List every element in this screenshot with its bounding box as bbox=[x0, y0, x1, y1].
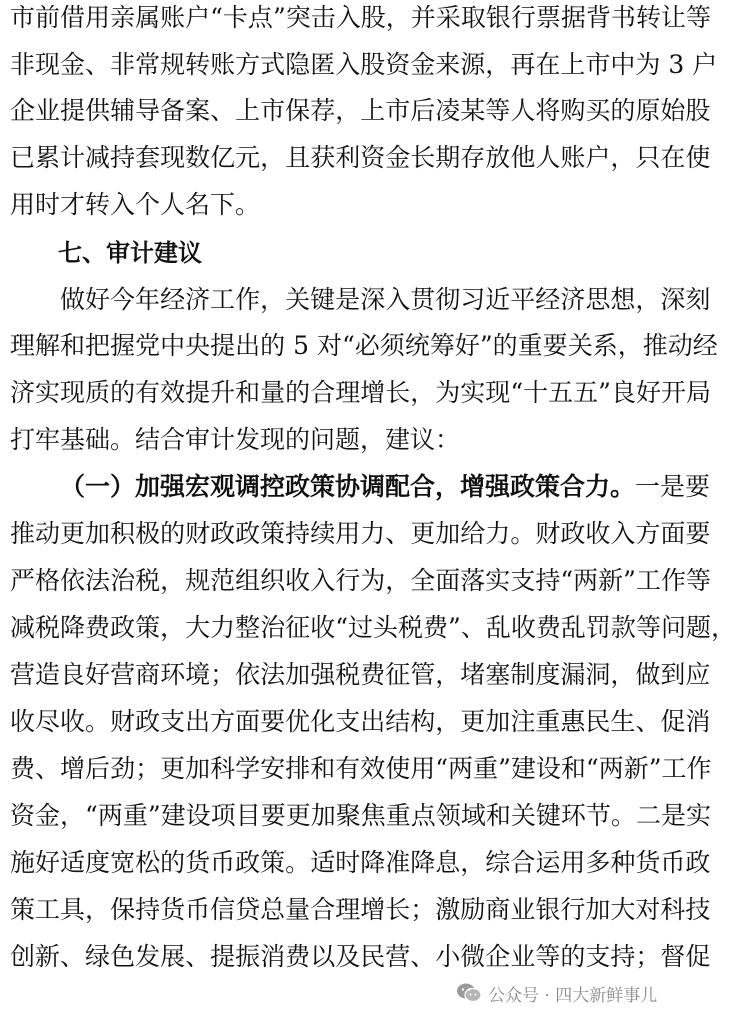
text-line: 收 尽 收 。 财 政 支 出 方 面 要 优 化 支 出 结 构 ， 更 加 注 重 惠 民 生 、 促 消 bbox=[10, 707, 711, 736]
text-line: 打牢基础。结合审计发现的问题，建议： bbox=[10, 425, 461, 454]
text-line: 非 现 金 、 非 常 规 转 账 方 式 隐 匿 入 股 资 金 来 源 ， 再 在 上 市 中 为 3 户 bbox=[10, 50, 718, 79]
section-heading: 七、审计建议 bbox=[58, 239, 202, 267]
text-line: 严 格 依 法 治 税 ， 规 范 组 织 收 入 行 为 ， 全 面 落 实 支 持 “ 两 新 ” 工 作 等 bbox=[10, 566, 711, 595]
text-line: 理 解 和 把 握 党 中 央 提 出 的 5 对 “ 必 须 统 筹 好 ” 的 重 要 关 系 ， 推 动 经 bbox=[10, 331, 718, 360]
text-line: 策 工 具 ， 保 持 货 币 信 贷 总 量 合 理 增 长 ； 激 励 商 业 银 行 加 大 对 科 技 bbox=[10, 895, 711, 924]
text-line: 市 前 借 用 亲 属 账 户 “ 卡 点 ” 突 击 入 股 ， 并 采 取 银 行 票 据 背 书 转 让 等 bbox=[10, 3, 711, 32]
text-line: 施 好 适 度 宽 松 的 货 币 政 策 。 适 时 降 准 降 息 ， 综 合 运 用 多 种 货 币 政 bbox=[10, 848, 711, 877]
text-line: 用时才转入个人名下。 bbox=[10, 190, 261, 219]
subsection-first-line bbox=[60, 472, 711, 502]
text-line: 企 业 提 供 辅 导 备 案 、 上 市 保 荐 ， 上 市 后 凌 某 等 人 将 购 买 的 原 始 股 bbox=[10, 96, 711, 125]
text-line: 营 造 良 好 营 商 环 境 ； 依 法 加 强 税 费 征 管 ， 堵 塞 制 度 漏 洞 ， 做 到 应 bbox=[10, 660, 711, 689]
text-line: 推 动 更 加 积 极 的 财 政 政 策 持 续 用 力 、 更 加 给 力 。 财 政 收 入 方 面 要 bbox=[10, 519, 711, 548]
text-line: 做 好 今 年 经 济 工 作 ， 关 键 是 深 入 贯 彻 习 近 平 经 济 思 想 ， 深 刻 bbox=[60, 285, 711, 314]
text-line: 减 税 降 费 政 策 ， 大 力 整 治 征 收 “ 过 头 税 费 ” 、 乱 收 费 乱 罚 款 等 问 题 ， bbox=[10, 613, 736, 642]
wechat-icon bbox=[456, 982, 482, 1004]
text-line: 资 金 ， “ 两 重 ” 建 设 项 目 要 更 加 聚 焦 重 点 领 域 和 关 键 环 节 。 二 是 实 bbox=[10, 801, 711, 830]
watermark-text: 公众号 · 四大新鲜事儿 bbox=[488, 985, 658, 1006]
text-line: 已 累 计 减 持 套 现 数 亿 元 ， 且 获 利 资 金 长 期 存 放 他 人 账 户 ， 只 在 使 bbox=[10, 143, 711, 172]
text-line: 费 、 增 后 劲 ； 更 加 科 学 安 排 和 有 效 使 用 “ 两 重 ” 建 设 和 “ 两 新 ” 工 作 bbox=[10, 754, 712, 783]
text-line: 济 实 现 质 的 有 效 提 升 和 量 的 合 理 增 长 ， 为 实 现 “ 十 五 五 ” 良 好 开 局 bbox=[10, 378, 711, 407]
text-fragment: 一是要 bbox=[635, 472, 711, 501]
watermark bbox=[456, 978, 657, 1008]
subsection-heading: （一）加强宏观调控政策协调配合，增强政策合力。 bbox=[60, 472, 636, 501]
text-line: 创 新 、 绿 色 发 展 、 提 振 消 费 以 及 民 营 、 小 微 企 业 等 的 支 持 ； 督 促 bbox=[10, 942, 711, 971]
